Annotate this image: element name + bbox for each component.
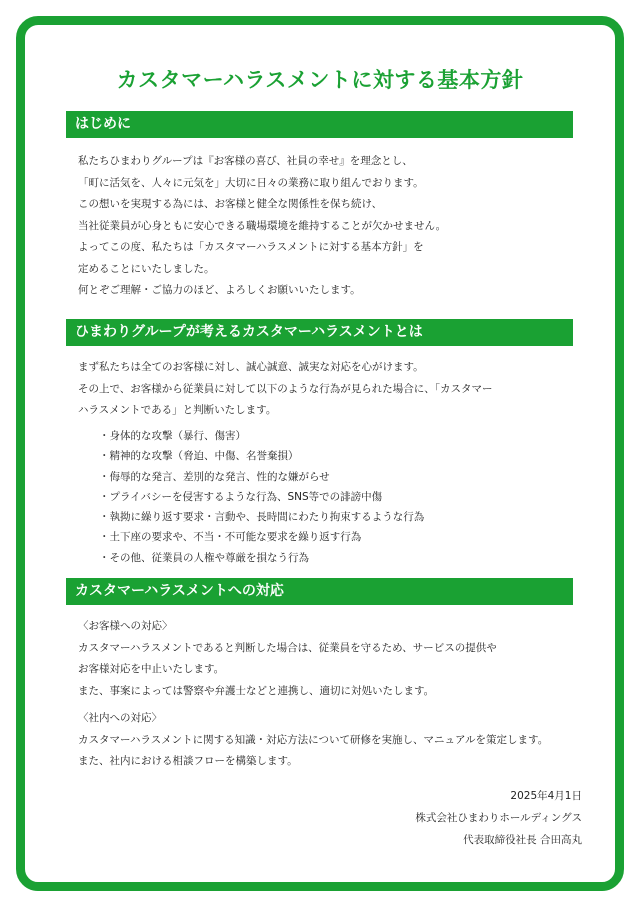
signature-block — [415, 785, 582, 851]
text-line: カスタマーハラスメントに関する知識・対応方法について研修を実施し、マニュアルを策定します。 — [78, 733, 549, 746]
date: 2025年4月1日 — [510, 790, 582, 802]
text-line: この想いを実現する為には、お客様と健全な関係性を保ち続け、 — [78, 198, 383, 210]
list-item: ・侮辱的な発言、差別的な発言、性的な嫌がらせ — [99, 470, 330, 483]
list-item: ・その他、従業員の人権や尊厳を損なう行為 — [99, 551, 309, 564]
definition-text — [78, 357, 588, 422]
list-item: ・プライバシーを侵害するような行為、SNS等での誹謗中傷 — [99, 490, 383, 503]
section-heading-introduction: はじめに — [66, 111, 573, 138]
list-item: ・土下座の要求や、不当・不可能な要求を繰り返す行為 — [99, 531, 362, 544]
section-heading-definition: ひまわりグループが考えるカスタマーハラスメントとは — [66, 319, 573, 346]
text-line: よってこの度、私たちは「カスタマーハラスメントに対する基本方針」を — [78, 241, 424, 253]
section-heading-response: カスタマーハラスメントへの対応 — [66, 578, 573, 605]
list-item: ・身体的な攻撃（暴行、傷害） — [99, 430, 246, 442]
text-line: カスタマーハラスメントであると判断した場合は、従業員を守るため、サービスの提供や — [78, 641, 497, 654]
text-line: お客様対応を中止いたします。 — [78, 663, 225, 675]
text-line: 私たちひまわりグループは『お客様の喜び、社員の幸せ』を理念とし、 — [78, 155, 413, 167]
representative-name: 代表取締役社長 合田高丸 — [463, 834, 582, 846]
list-item: ・執拗に繰り返す要求・言動や、長時間にわたり拘束するような行為 — [99, 511, 425, 524]
subheading: 〈お客様への対応〉 — [78, 620, 173, 632]
text-line: ハラスメントである」と判断いたします。 — [78, 404, 277, 416]
company-name: 株式会社ひまわりホールディングス — [415, 812, 582, 824]
text-line: まず私たちは全てのお客様に対し、誠心誠意、誠実な対応を心がけます。 — [78, 361, 424, 373]
text-line: また、社内における相談フローを構築します。 — [78, 755, 298, 767]
text-line: 「町に活気を、人々に元気を」大切に日々の業務に取り組んでおります。 — [78, 176, 424, 189]
harassment-list — [99, 426, 569, 568]
page-title: カスタマーハラスメントに対する基本方針 — [116, 68, 524, 92]
text-line: 定めることにいたしました。 — [78, 262, 215, 275]
internal-response-text — [78, 708, 588, 773]
list-item: ・精神的な攻撃（脅迫、中傷、名誉棄損） — [99, 450, 299, 463]
subheading: 〈社内への対応〉 — [78, 712, 162, 724]
text-line: また、事案によっては警察や弁護士などと連携し、適切に対処いたします。 — [78, 684, 435, 697]
customer-response-text — [78, 616, 588, 702]
introduction-text — [78, 151, 588, 302]
text-line: その上で、お客様から従業員に対して以下のような行為が見られた場合に、「カスタマー — [78, 382, 493, 395]
text-line: 当社従業員が心身ともに安心できる職場環境を維持することが欠かせません。 — [78, 219, 447, 232]
text-line: 何とぞご理解・ご協力のほど、よろしくお願いいたします。 — [78, 284, 361, 296]
